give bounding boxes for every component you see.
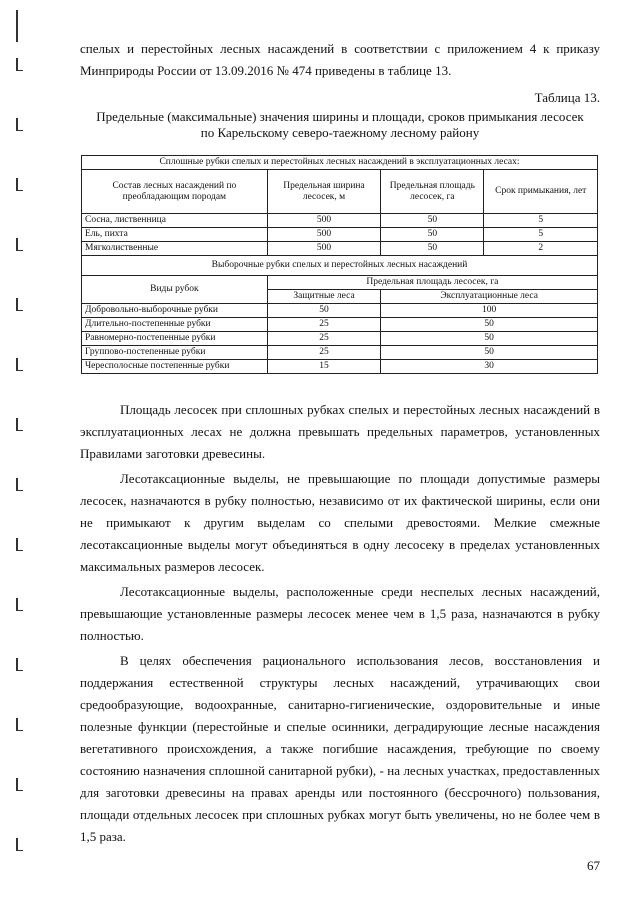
cell: 50 — [267, 304, 381, 318]
binding-mark — [16, 418, 18, 430]
cell: 500 — [267, 242, 381, 256]
intro-paragraph: спелых и перестойных лесных насаждений в соответствии с приложением 4 к приказу Минприроды России от 13.09.2016 № 474 приведены в таблице 13. — [80, 41, 600, 78]
body-paragraph: В целях обеспечения рационального использования лесов, восстановления и поддержания естественной структуры лесных насаждений, утрачивающих свои средообразующие, водоохранные, санитарно-гигиенические, оздоровительные и иные полезные функции (перестойные и спелые осинники, деградирующие лесные насаждения вегетативного происхождения, а также погибшие насаждения, требующие по своему состоянию назначения сплошной санитарной рубки), - на лесных участках, предоставленных для заготовки древесины на правах аренды или постоянного (бессрочного) пользования, площади отдельных лесосек при сплошных рубках могут быть увеличены, но не более чем в 1,5 раза. — [80, 653, 600, 844]
binding-mark — [16, 718, 18, 730]
binding-mark — [16, 70, 23, 71]
column-header: Срок примыкания, лет — [484, 170, 598, 214]
cell: Чересполосные постепенные рубки — [82, 360, 268, 374]
binding-mark — [16, 490, 23, 491]
binding-mark — [16, 310, 23, 311]
binding-mark — [16, 118, 18, 130]
cell: 50 — [381, 346, 598, 360]
column-header: Эксплуатационные леса — [381, 290, 598, 304]
cell: 50 — [381, 214, 484, 228]
cell: 500 — [267, 228, 381, 242]
margin-binding-marks — [0, 0, 40, 905]
table-row — [82, 214, 598, 228]
table-title — [80, 109, 600, 141]
binding-mark — [16, 430, 23, 431]
cell: Сосна, лиственница — [82, 214, 268, 228]
cell: Длительно-постепенные рубки — [82, 318, 268, 332]
table-label: Таблица 13. — [534, 90, 600, 105]
column-header: Виды рубок — [82, 276, 268, 304]
cell: Группово-постепенные рубки — [82, 346, 268, 360]
body-text — [80, 399, 600, 851]
cell: 25 — [267, 346, 381, 360]
cell: Мягколиственные — [82, 242, 268, 256]
body-paragraph: Лесотаксационные выделы, расположенные среди неспелых лесных насаждений, превышающие установленные размеры лесосек менее чем в 1,5 раза, назначаются в рубку полностью. — [80, 584, 600, 643]
binding-mark — [16, 670, 23, 671]
column-header: Состав лесных насаждений по преобладающим породам — [82, 170, 268, 214]
cell: 100 — [381, 304, 598, 318]
table-row — [82, 228, 598, 242]
binding-mark — [16, 238, 18, 250]
binding-mark — [16, 550, 23, 551]
binding-mark — [16, 850, 23, 851]
cell: 5 — [484, 214, 598, 228]
column-header: Защитные леса — [267, 290, 381, 304]
page-number: 67 — [587, 858, 600, 873]
table-title-line: Предельные (максимальные) значения ширины и площади, сроков примыкания лесосек — [96, 109, 584, 124]
table-row — [82, 332, 598, 346]
cell: 50 — [381, 318, 598, 332]
table-row — [82, 346, 598, 360]
binding-mark — [16, 778, 18, 790]
body-paragraph: Площадь лесосек при сплошных рубках спелых и перестойных лесных насаждений в эксплуатационных лесах не должна превышать предельных параметров, установленных Правилами заготовки древесины. — [80, 402, 600, 461]
binding-mark — [16, 10, 18, 42]
cell: 50 — [381, 228, 484, 242]
binding-mark — [16, 370, 23, 371]
cell: Добровольно-выборочные рубки — [82, 304, 268, 318]
cell: 5 — [484, 228, 598, 242]
binding-mark — [16, 790, 23, 791]
cell: 50 — [381, 332, 598, 346]
binding-mark — [16, 610, 23, 611]
column-header: Предельная ширина лесосек, м — [267, 170, 381, 214]
cell: 25 — [267, 318, 381, 332]
column-header: Предельная площадь лесосек, га — [267, 276, 597, 290]
table-row — [82, 304, 598, 318]
binding-mark — [16, 130, 23, 131]
cell: Ель, пихта — [82, 228, 268, 242]
limits-table — [81, 155, 598, 374]
cell: 15 — [267, 360, 381, 374]
cell: Равномерно-постепенные рубки — [82, 332, 268, 346]
binding-mark — [16, 598, 18, 610]
table-row — [82, 360, 598, 374]
binding-mark — [16, 250, 23, 251]
body-paragraph: Лесотаксационные выделы, не превышающие по площади допустимые размеры лесосек, назначаются в рубку полностью, независимо от их фактической ширины, если они не примыкают к другим выделам со спелыми древостоями. Мелкие смежные лесотаксационные выделы могут объединяться в одну лесосеку в пределах установленных максимальных размеров лесосек. — [80, 471, 600, 574]
binding-mark — [16, 298, 18, 310]
section-header: Выборочные рубки спелых и перестойных лесных насаждений — [82, 256, 598, 276]
binding-mark — [16, 730, 23, 731]
cell: 25 — [267, 332, 381, 346]
binding-mark — [16, 658, 18, 670]
section-header: Сплошные рубки спелых и перестойных лесных насаждений в эксплуатационных лесах: — [82, 156, 598, 170]
binding-mark — [16, 178, 18, 190]
cell: 30 — [381, 360, 598, 374]
binding-mark — [16, 538, 18, 550]
cell: 2 — [484, 242, 598, 256]
cell: 500 — [267, 214, 381, 228]
binding-mark — [16, 838, 18, 850]
binding-mark — [16, 190, 23, 191]
table-row — [82, 318, 598, 332]
column-header: Предельная площадь лесосек, га — [381, 170, 484, 214]
cell: 50 — [381, 242, 484, 256]
binding-mark — [16, 478, 18, 490]
binding-mark — [16, 58, 18, 70]
table-title-line: по Карельскому северо-таежному лесному району — [200, 125, 480, 140]
table-row — [82, 242, 598, 256]
binding-mark — [16, 358, 18, 370]
